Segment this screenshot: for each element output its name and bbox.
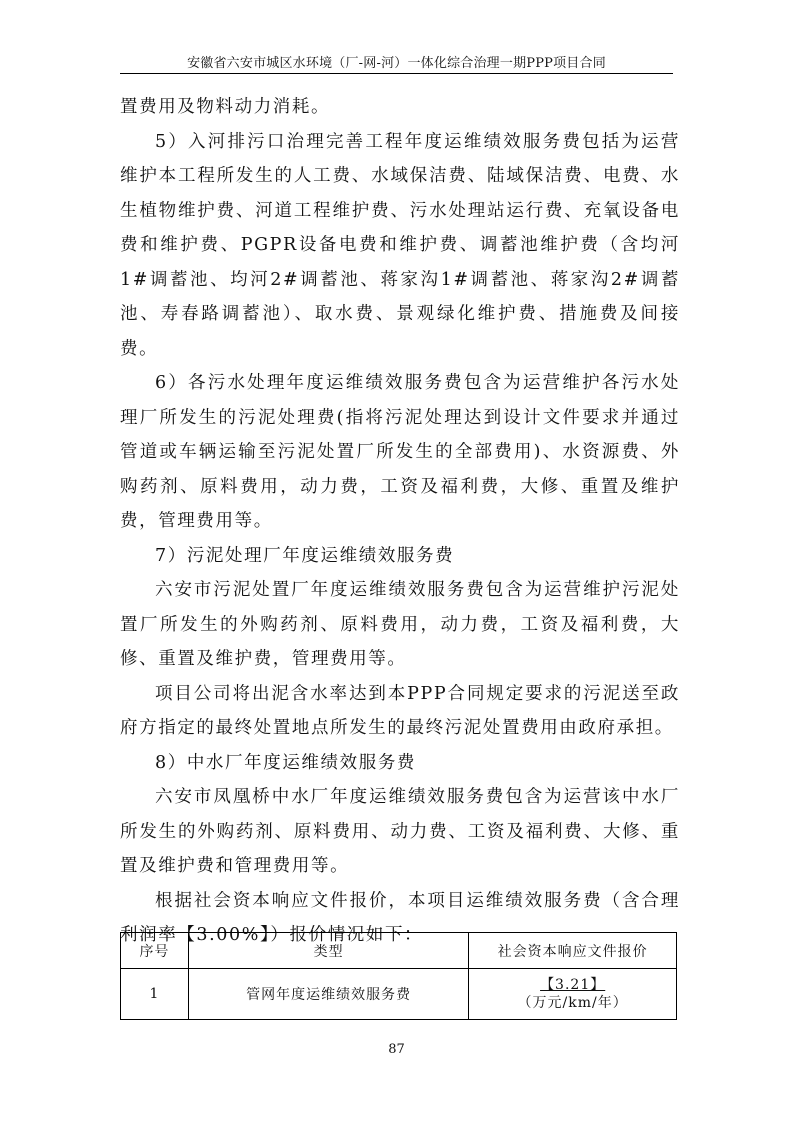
price-value: 【3.21】 (540, 977, 606, 993)
paragraph: 7）污泥处理厂年度运维绩效服务费 (155, 545, 455, 566)
price-block (518, 976, 628, 1012)
paragraph: 六安市污泥处置厂年度运维绩效服务费包含为运营维护污泥处置厂所发生的外购药剂、原料费用，动力费，工资及福利费，大修、重置及维护费，管理费用等。 (120, 580, 680, 669)
paragraph: 项目公司将出泥含水率达到本PPP合同规定要求的污泥送至政府方指定的最终处置地点所发生的最终污泥处置费用由政府承担。 (120, 683, 680, 738)
paragraph: 六安市凤凰桥中水厂年度运维绩效服务费包含为运营该中水厂所发生的外购药剂、原料费用、动力费、工资及福利费、大修、重置及维护费和管理费用等。 (120, 787, 680, 876)
page-number: 87 (388, 1042, 405, 1057)
table-row (121, 969, 677, 1020)
body-text (120, 90, 680, 953)
price-table (120, 932, 677, 1020)
price-unit: （万元/km/年） (517, 995, 628, 1011)
header-cell-no: 序号 (121, 933, 189, 969)
header-cell-price: 社会资本响应文件报价 (469, 933, 677, 969)
cell-type: 管网年度运维绩效服务费 (188, 969, 468, 1020)
paragraph: 置费用及物料动力消耗。 (120, 97, 331, 117)
paragraph: 根据社会资本响应文件报价，本项目运维绩效服务费（含合理利润率【3.00%】）报价情况如下： (120, 890, 680, 945)
paragraph: 8）中水厂年度运维绩效服务费 (155, 752, 417, 773)
header-rule (120, 73, 673, 74)
cell-price (469, 969, 677, 1020)
paragraph: 6）各污水处理年度运维绩效服务费包含为运营维护各污水处理厂所发生的污泥处理费(指将污泥处理达到设计文件要求并通过管道或车辆运输至污泥处置厂所发生的全部费用)、水资源费、外购药剂、原料费用，动力费，工资及福利费，大修、重置及维护费，管理费用等。 (120, 373, 680, 531)
page-header: 安徽省六安市城区水环境（厂-网-河）一体化综合治理一期PPP项目合同 (187, 56, 606, 71)
cell-no: 1 (121, 969, 189, 1020)
header-cell-type: 类型 (188, 933, 468, 969)
table-header-row (121, 933, 677, 969)
paragraph: 5）入河排污口治理完善工程年度运维绩效服务费包括为运营维护本工程所发生的人工费、水域保洁费、陆域保洁费、电费、水生植物维护费、河道工程维护费、污水处理站运行费、充氧设备电费和维护费、PGPR设备电费和维护费、调蓄池维护费（含均河1#调蓄池、均河2#调蓄池、蒋家沟1#调蓄池、蒋家沟2#调蓄池、寿春路调蓄池）、取水费、景观绿化维护费、措施费及间接费。 (120, 131, 680, 359)
